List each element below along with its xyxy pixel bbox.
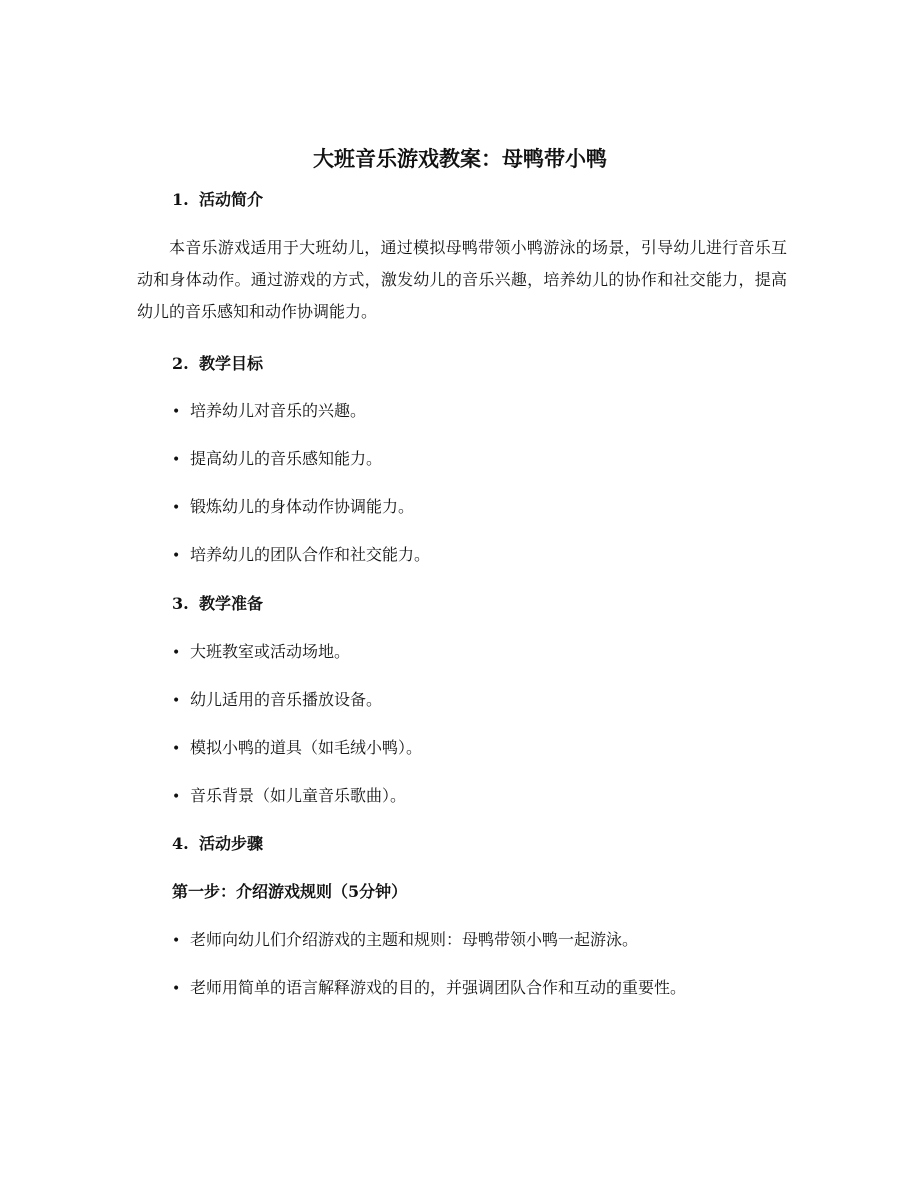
bullet-icon: • [172,452,181,468]
section-number: 1. [172,190,189,209]
section-title: 活动简介 [199,190,264,209]
bullet-icon: • [172,404,181,420]
section-title: 教学目标 [199,354,264,373]
bullet-icon: • [172,933,181,949]
list-item: • 幼儿适用的音乐播放设备。 [172,688,382,713]
bullet-icon: • [172,500,181,516]
list-item: • 提高幼儿的音乐感知能力。 [172,447,382,472]
list-item: • 培养幼儿的团队合作和社交能力。 [172,543,430,568]
step-subheading: 第一步：介绍游戏规则（5分钟） [172,882,408,901]
section-title: 教学准备 [199,594,264,613]
bullet-icon: • [172,645,181,661]
intro-paragraph: 本音乐游戏适用于大班幼儿，通过模拟母鸭带领小鸭游泳的场景，引导幼儿进行音乐互动和身体动作。通过游戏的方式，激发幼儿的音乐兴趣，培养幼儿的协作和社交能力，提高幼儿的音乐感知和动作协调能力。 [137,238,787,321]
section-number: 4. [172,834,189,853]
page-title: 大班音乐游戏教案：母鸭带小鸭 [313,146,607,171]
bullet-icon: • [172,693,181,709]
bullet-icon: • [172,789,181,805]
section-number: 2. [172,354,189,373]
list-item: • 模拟小鸭的道具（如毛绒小鸭）。 [172,736,422,761]
section-number: 3. [172,594,189,613]
section-heading-preparation [172,592,263,616]
bullet-icon: • [172,741,181,757]
list-item: • 大班教室或活动场地。 [172,640,350,665]
list-item: • 老师向幼儿们介绍游戏的主题和规则：母鸭带领小鸭一起游泳。 [172,928,638,953]
section-heading-steps [172,832,263,856]
section-heading-intro [172,188,263,212]
list-item: • 音乐背景（如儿童音乐歌曲）。 [172,784,406,809]
bullet-icon: • [172,981,181,997]
bullet-icon: • [172,548,181,564]
section-heading-goals [172,352,263,376]
section-title: 活动步骤 [199,834,264,853]
list-item: • 培养幼儿对音乐的兴趣。 [172,399,366,424]
list-item: • 老师用简单的语言解释游戏的目的，并强调团队合作和互动的重要性。 [172,976,686,1001]
list-item: • 锻炼幼儿的身体动作协调能力。 [172,495,414,520]
